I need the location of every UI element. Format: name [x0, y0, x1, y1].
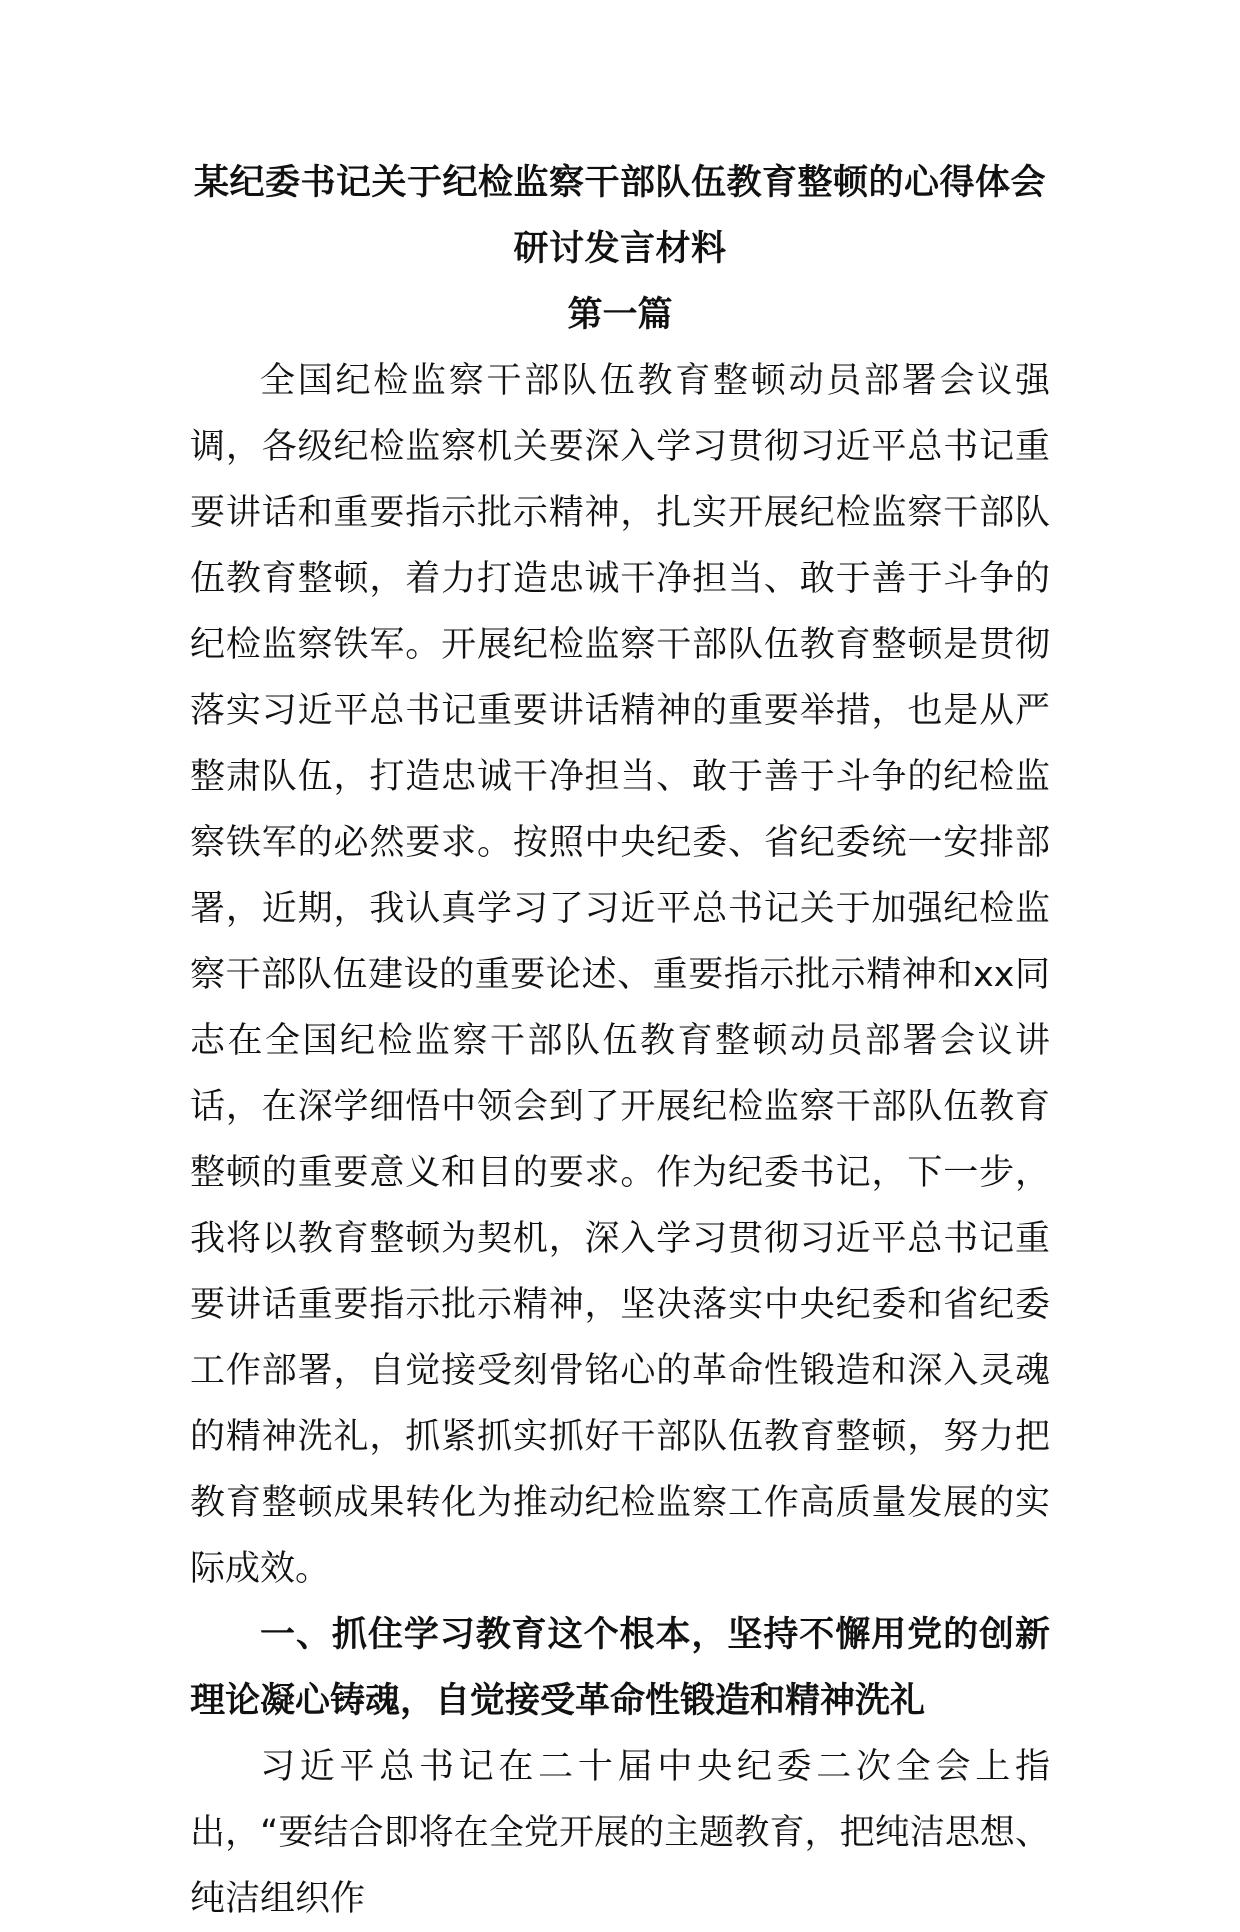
document-page	[190, 150, 1050, 1932]
document-title: 某纪委书记关于纪检监察干部队伍教育整顿的心得体会研讨发言材料	[193, 163, 1046, 269]
section-heading: 一、抓住学习教育这个根本，坚持不懈用党的创新理论凝心铸魂，自觉接受革命性锻造和精神洗礼	[190, 1615, 1050, 1721]
document-subtitle: 第一篇	[567, 295, 673, 335]
body-paragraph: 习近平总书记在二十届中央纪委二次全会上指出，“要结合即将在全党开展的主题教育，把纯洁思想、纯洁组织作	[190, 1747, 1050, 1919]
body-paragraph: 全国纪检监察干部队伍教育整顿动员部署会议强调，各级纪检监察机关要深入学习贯彻习近平总书记重要讲话和重要指示批示精神，扎实开展纪检监察干部队伍教育整顿，着力打造忠诚干净担当、敢于善于斗争的纪检监察铁军。开展纪检监察干部队伍教育整顿是贯彻落实习近平总书记重要讲话精神的重要举措，也是从严整肃队伍，打造忠诚干净担当、敢于善于斗争的纪检监察铁军的必然要求。按照中央纪委、省纪委统一安排部署，近期，我认真学习了习近平总书记关于加强纪检监察干部队伍建设的重要论述、重要指示批示精神和xx同志在全国纪检监察干部队伍教育整顿动员部署会议讲话，在深学细悟中领会到了开展纪检监察干部队伍教育整顿的重要意义和目的要求。作为纪委书记，下一步，我将以教育整顿为契机，深入学习贯彻习近平总书记重要讲话重要指示批示精神，坚决落实中央纪委和省纪委工作部署，自觉接受刻骨铭心的革命性锻造和深入灵魂的精神洗礼，抓紧抓实抓好干部队伍教育整顿，努力把教育整顿成果转化为推动纪检监察工作高质量发展的实际成效。	[190, 361, 1050, 1589]
